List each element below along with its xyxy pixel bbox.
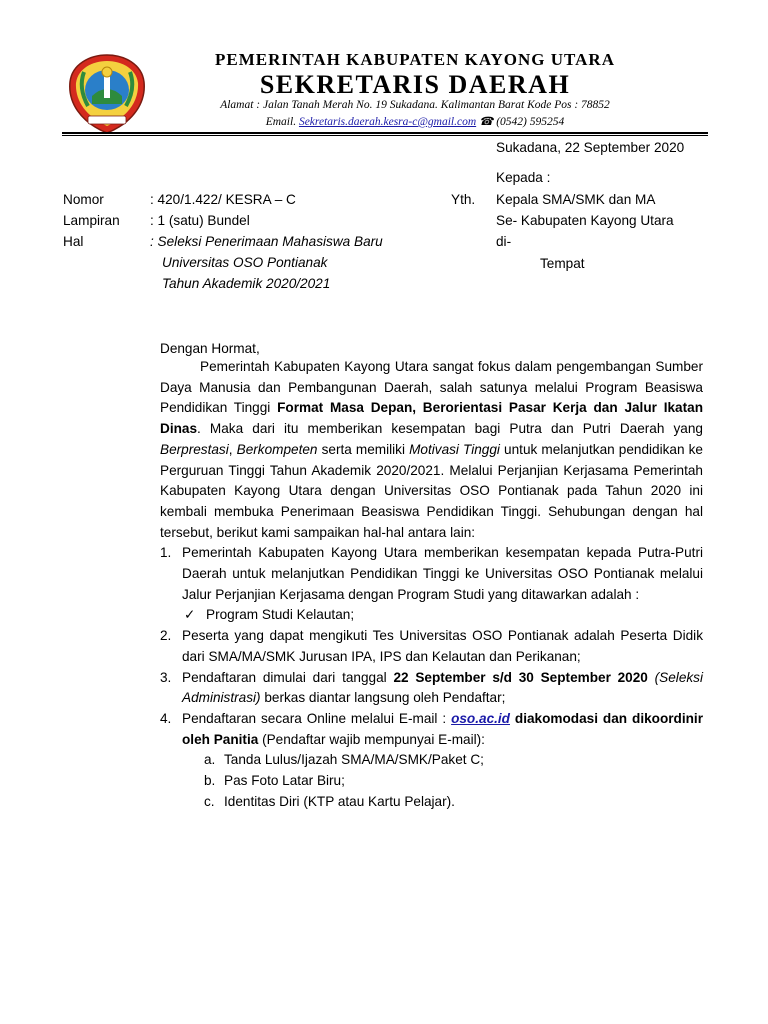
list-item-text: Pendaftaran secara Online melalui E-mail :	[182, 710, 452, 726]
body-italic-segment: Berkompeten	[236, 441, 318, 457]
email-label: Email.	[265, 116, 297, 128]
sub-list	[182, 750, 703, 812]
phone-number: (0542) 595254	[496, 116, 565, 128]
list-item-text: (Pendaftar wajib mempunyai E-mail):	[258, 731, 485, 747]
list-item-text: berkas diantar langsung oleh Pendaftar;	[260, 690, 506, 706]
letterhead-contact	[180, 114, 650, 128]
meta-nomor-value: : 420/1.422/ KESRA – C	[150, 192, 296, 207]
meta-hal-value-3: Tahun Akademik 2020/2021	[162, 276, 331, 291]
body-text-segment: Pemerintah Kabupaten Kayong Utara sangat fokus dalam pengembangan Sumber Daya Manusia dan Pembangunan Daerah, salah satunya melalui Program Beasiswa Pendidikan Tinggi	[160, 359, 703, 416]
body-paragraph	[160, 357, 703, 543]
letterhead-divider-thin	[62, 135, 708, 136]
website-link[interactable]: oso.ac.id	[451, 710, 510, 726]
meta-hal-value-2: Universitas OSO Pontianak	[162, 255, 328, 270]
salutation: Dengan Hormat,	[160, 341, 260, 356]
sub-list-item	[204, 750, 703, 771]
letterhead-office-name: SEKRETARIS DAERAH	[259, 70, 571, 99]
sub-list-item	[204, 792, 703, 813]
list-item	[160, 668, 703, 709]
meta-nomor-label: Nomor	[63, 192, 104, 207]
check-item-text: Program Studi Kelautan;	[206, 607, 355, 623]
body-text-segment: serta memiliki	[317, 441, 410, 457]
recipient-line-2: Se- Kabupaten Kayong Utara	[496, 213, 674, 228]
numbered-list	[160, 543, 703, 812]
recipient-line-3: di-	[496, 234, 512, 249]
meta-lampiran-value: : 1 (satu) Bundel	[150, 213, 250, 228]
sub-list-item	[204, 771, 703, 792]
list-item-number: 1.	[160, 545, 172, 561]
list-item-text: Pemerintah Kabupaten Kayong Utara memberikan kesempatan kepada Putra-Putri Daerah untuk melanjutkan Pendidikan Tinggi ke Universitas OSO Pontianak melalui Jalur Perjanjian Kerjasama dengan Program Studi yang ditawarkan adalah :	[182, 545, 703, 602]
sub-list-text: Identitas Diri (KTP atau Kartu Pelajar).	[224, 793, 455, 809]
list-item	[160, 626, 703, 667]
list-item	[160, 709, 703, 813]
letterhead-divider-thick	[62, 132, 708, 134]
phone-icon: ☎	[479, 116, 494, 128]
letterhead-address: Alamat : Jalan Tanah Merah No. 19 Sukadana. Kalimantan Barat Kode Pos : 78852	[220, 99, 610, 111]
recipient-line-4: Tempat	[540, 256, 585, 271]
list-item-italic-text: (Seleksi Administrasi)	[182, 669, 703, 706]
list-item-number: 2.	[160, 628, 172, 644]
letterhead-government-name: PEMERINTAH KABUPATEN KAYONG UTARA	[215, 50, 615, 69]
meta-lampiran-label: Lampiran	[63, 213, 120, 228]
list-item-text: Pendaftaran dimulai dari tanggal	[182, 669, 394, 685]
meta-hal-label: Hal	[63, 234, 84, 249]
recipient-line-1: Kepala SMA/SMK dan MA	[496, 192, 656, 207]
checkmark-icon: ✓	[184, 607, 196, 623]
recipient-yth: Yth.	[451, 192, 476, 207]
body-italic-segment: Motivasi Tinggi	[409, 441, 500, 457]
sub-list-letter: a.	[204, 752, 216, 768]
meta-hal-value-1: : Seleksi Penerimaan Mahasiswa Baru	[150, 234, 383, 249]
body-text-segment: untuk melanjutkan pendidikan ke Perguruan Tinggi Tahun Akademik 2020/2021. Melalui Perjanjian Kerjasama Pemerintah Kabupaten Kayong Utara dengan Universitas OSO Pontianak pada Tahun 2020 ini kembali membuka Penerimaan Beasiswa Pendidikan Tinggi. Sehubungan dengan hal tersebut, berikut kami sampaikan hal-hal antara lain:	[160, 441, 703, 540]
list-item-bold-text: diakomodasi dan dikoordinir oleh Panitia	[182, 710, 703, 747]
email-link[interactable]: Sekretaris.daerah.kesra-c@gmail.com	[298, 116, 477, 128]
sub-list-text: Tanda Lulus/Ijazah SMA/MA/SMK/Paket C;	[224, 752, 484, 768]
sub-list-text: Pas Foto Latar Biru;	[224, 773, 345, 789]
regency-emblem-logo	[64, 52, 150, 136]
list-item-number: 4.	[160, 710, 172, 726]
list-item	[160, 543, 703, 626]
body-italic-segment: Berprestasi	[160, 441, 229, 457]
list-item-text: Peserta yang dapat mengikuti Tes Universitas OSO Pontianak adalah Peserta Didik dari SMA/MA/SMK Jurusan IPA, IPS dan Kelautan dan Perikanan;	[182, 628, 703, 664]
body-bold-segment: Format Masa Depan, Berorientasi Pasar Kerja dan Jalur Ikatan Dinas	[160, 400, 703, 437]
sub-list-letter: c.	[204, 793, 215, 809]
list-item-number: 3.	[160, 669, 172, 685]
body-text-segment: . Maka dari itu memberikan kesempatan bagi Putra dan Putri Daerah yang	[197, 421, 703, 437]
letter-date: Sukadana, 22 September 2020	[496, 140, 685, 155]
sub-list-letter: b.	[204, 773, 216, 789]
recipient-kepada: Kepada :	[496, 170, 551, 185]
letter-body	[160, 357, 703, 812]
list-item-bold-text: 22 September s/d 30 September 2020	[393, 669, 648, 685]
check-item	[182, 605, 703, 626]
body-text-segment: ,	[228, 441, 237, 457]
